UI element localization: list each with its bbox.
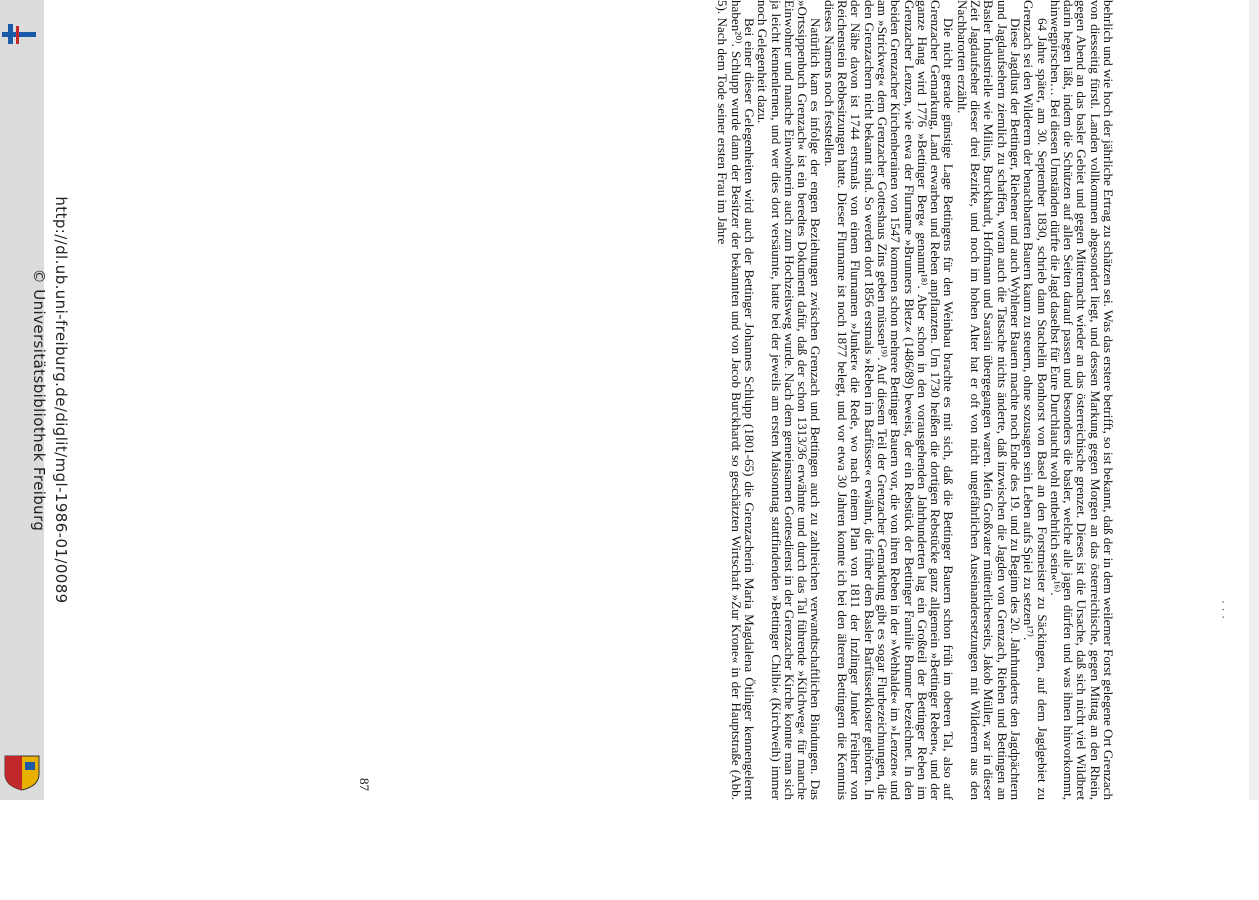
rotated-document-page [29, 0, 1230, 800]
viewer-right-strip [1249, 0, 1259, 800]
paragraph-2: 64 Jahre später, am 30. September 1830, schrieb dann Stachelin Bonhorst von Basel an den Forstmeister zu Säckingen, auf dem Jagdgebiet zu Grenzach sei den Wilderern der benachbarten Bauern kaum zu steuern, ohne sozusagen sein Leben aufs Spiel zu setzen¹⁷⁾. [1020, 0, 1050, 800]
copyright-notice: © Universitätsbibliothek Freiburg [29, 268, 48, 532]
paragraph-5: Natürlich kam es infolge der engen Beziehungen zwischen Grenzach und Bettingen auch zu zahlreichen verwandtschaftlichen Bindungen. Das »Ortssippenbuch Grenzach« ist ein beredtes Dokument dafür, daß der schon 1313/36 erwähnte und durch das Tal führende »Kilchweg« für manche Einwohner und manche Einwohnerin auch zum Hochzeitsweg wurde. Nach dem gemeinsamen Gottesdienst in der Grenzacher Kirche konnte man sich ja leicht kennenlernen, und wer dies dort versäumte, hatte bei der jeweils am ersten Maisonntag stattfindenden »Bettinger Chilbi« (Kirchweih) immer noch Gelegenheit dazu. [754, 0, 823, 800]
source-url[interactable]: http://dl.ub.uni-freiburg.de/diglit/mgl-1986-01/0089 [51, 196, 70, 604]
cut-header-text: · · · [1215, 600, 1230, 620]
paragraph-1: behrlich und wie hoch der jährliche Ertrag zu schätzen sei. Was das erstere betrifft, so ist bekannt, daß der in dem weilemer Forst gelegene Ort Grenzach von diesseitig fürstl. Landen vollkommen abgesondert liegt, und dessen Markung gegen Morgen an das österreichische, gegen Mittag an den Rhein, gegen Abend an das basler Gebiet und gegen Mitternacht wieder an das österreichische grenzet. Dieses ist die Ursache, daß sich nicht viel Wildbret darin hegen läßt, indem die Schützen auf allen Seiten darauf passen und besonders die basler, welche alle jagen dürfen und was ihnen hinvorkommt, hinwegpirschen… Bei diesen Umständen dürfte die Jagd daselbst für Eure Durchlaucht wohl entbehrlich sein«¹⁶⁾. [1047, 0, 1116, 800]
document-body [716, 0, 1115, 800]
page-number: 87 [356, 778, 372, 791]
paragraph-3: Diese Jagdlust der Bettinger, Riehener und auch Wyhlener Bauern machte noch Ende des 19. und zu Beginn des 20. Jahrhunderts den Jagdpächtern und Jagdaufsehern ziemlich zu schaffen, woran auch die Tatsache nichts änderte, daß inzwischen die Jagden von Grenzach, Riehen und Bettingen an Basler Industrielle wie Milius, Burckhardt, Hoffmann und Sarasin übergegangen waren. Mein Großvater mütterlicherseits, Jakob Müller, war in dieser Zeit Jagdaufseher dieser drei Bezirke, und noch im hohen Alter hat er oft von nicht ungefährlichen Auseinandersetzungen mit Wilderern aus den Nachbarorten erzählt. [954, 0, 1023, 800]
paragraph-4: Die nicht gerade günstige Lage Bettingens für den Weinbau brachte es mit sich, daß die Bettinger Bauern schon früh im oberen Tal, also auf Grenzacher Gemarkung, Land erwarben und Reben anpflanzten. Um 1730 heißen die dortigen Rebstücke ganz allgemein »Bettinger Reben«, und der ganze Hang wird 1776 »Bettinger Berg« genannt¹⁸⁾. Aber schon in den vorausgehenden Jahrhunderten lag ein Großteil der Bettinger Reben im Grenzacher Lenzen, wie etwa der Flurname »Brunners Bletz« (1486/89) beweist, der ein Rebstück der Bettinger Familie Brunner bezeichnet. In den beiden Grenzacher Kirchenberainen von 1547 kommen schon mehrere Bettinger Bauern vor, die von ihren Reben in der »Wehhalde« im »Lenzen« und am »Strickweg« dem Grenzacher Gotteshaus Zins geben müssen¹⁹⁾. Auf diesem Teil der Grenzacher Gemarkung gibt es sogar Flurbezeichnungen, die den Grenzachern nicht bekannt sind. So werden dort 1856 erstmals »Reben im Barfüsser« erwähnt, die früher dem Basler Barfüsserkloster gehörten. In der Nähe davon ist 1744 erstmals von einem Flurnamen »Junker« die Rede, wo nach einem Plan von 1811 der Inzlinger Junker Freiherr von Reichenstein Rebbesitzungen hatte. Dieser Flurname ist noch 1877 belegt, und vor etwa 30 Jahren konnte ich bei den älteren Bettingern die Kenntnis dieses Namens noch feststellen. [821, 0, 956, 800]
paragraph-6: Bei einer dieser Gelegenheiten wird auch der Bettinger Johannes Schlupp (1801-65) die Grenzacherin Maria Magdalena Ötlinger kennengelernt haben²⁰⁾. Schlupp wurde dann der Besitzer der bekannten und von Jacob Burckhardt so geschätzten Wirtschaft »Zur Krone« in der Hauptstraße (Abb. 5). Nach dem Tode seiner ersten Frau im Jahre [714, 0, 757, 800]
